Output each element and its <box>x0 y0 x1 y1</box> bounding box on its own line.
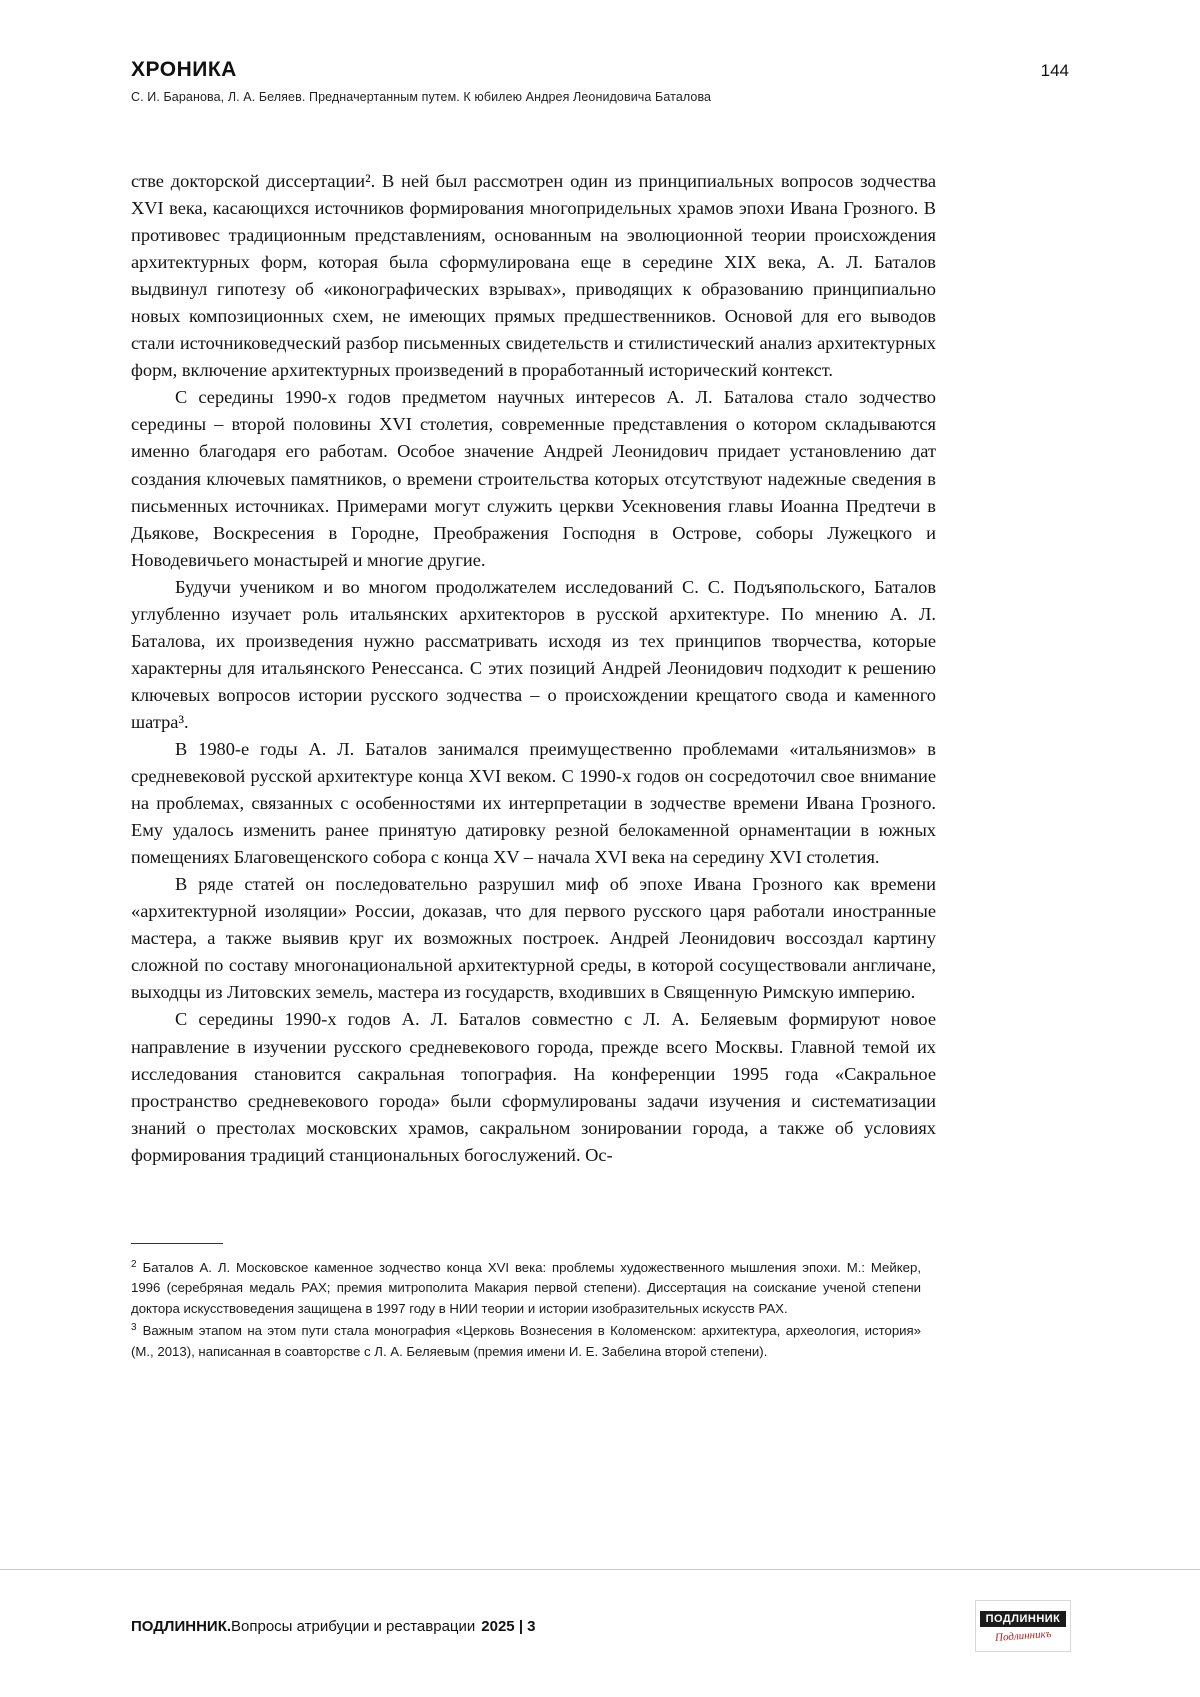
journal-logo <box>975 1600 1071 1652</box>
page-header <box>131 58 1069 104</box>
paragraph-5: В ряде статей он последовательно разрушил миф об эпохе Ивана Грозного как времени «архитектурной изоляции» России, доказав, что для первого русского царя работали иностранные мастера, а также выявив круг их возможных построек. Андрей Леонидович воссоздал картину сложной по составу многонациональной архитектурной среды, в которой сосуществовали англичане, выходцы из Литовских земель, мастера из государств, входивших в Священную Римскую империю. <box>131 874 936 1003</box>
footer-caption <box>131 1618 536 1635</box>
page-number: 144 <box>1040 61 1069 80</box>
footnote-marker: 3 <box>131 1321 137 1333</box>
logo-wordmark: ПОДЛИННИК <box>980 1611 1067 1627</box>
logo-signature: Подлинникъ <box>994 1627 1052 1644</box>
paragraph-4: В 1980-е годы А. Л. Баталов занимался преимущественно проблемами «итальянизмов» в средневековой русской архитектуре конца XVI веком. С 1990-х годов он сосредоточил свое внимание на проблемах, связанных с особенностями их интерпретации в зодчестве времени Ивана Грозного. Ему удалось изменить ранее принятую датировку резной белокаменной орнаментации в южных помещениях Благовещенского собора с конца XV – начала XVI века на середину XVI столетия. <box>131 738 936 868</box>
body-text <box>131 168 936 1169</box>
paragraph-2: С середины 1990-х годов предметом научных интересов А. Л. Баталова стало зодчество середины – второй половины XVI столетия, современные представления о котором складываются именно благодаря его работам. Особое значение Андрей Леонидович придает установлению дат создания ключевых памятников, о времени строительства которых отсутствуют надежные сведения в письменных источниках. Примерами могут служить церкви Усекновения главы Иоанна Предтечи в Дьякове, Воскресения в Городне, Преображения Господня в Острове, соборы Лужецкого и Новодевичьего монастырей и многие другие. <box>131 387 936 570</box>
journal-brand: ПОДЛИННИК. <box>131 1617 232 1635</box>
paragraph-6: С середины 1990-х годов А. Л. Баталов совместно с Л. А. Беляевым формируют новое направление в изучении русского средневекового города, прежде всего Москвы. Главной темой их исследования становится сакральная топография. На конференции 1995 года «Сакральное пространство средневекового города» были сформулированы задачи изучения и систематизации знаний о престолах московских храмов, сакральном зонировании города, а также об условиях формирования традиций станциональных богослужений. Ос- <box>131 1009 936 1165</box>
page-footer <box>131 1600 1071 1652</box>
footnote-separator <box>131 1243 223 1244</box>
footnote-2 <box>131 1258 921 1319</box>
journal-issue: 2025 | 3 <box>481 1617 536 1635</box>
footnote-3 <box>131 1321 921 1362</box>
section-title: ХРОНИКА <box>131 58 237 81</box>
paragraph-3: Будучи учеником и во многом продолжателем исследований С. С. Подъяпольского, Баталов углубленно изучает роль итальянских архитекторов в русской архитектуре. По мнению А. Л. Баталова, их произведения нужно рассматривать исходя из тех принципов творчества, которые характерны для итальянского Ренессанса. С этих позиций Андрей Леонидович подходит к решению ключевых вопросов истории русского зодчества – о происхождении крещатого свода и каменного шатра³. <box>131 576 936 732</box>
footnote-marker: 2 <box>131 1258 137 1270</box>
footer-divider <box>0 1569 1200 1570</box>
footnote-text: Баталов А. Л. Московское каменное зодчество конца XVI века: проблемы художественного мышления эпохи. М.: Мейкер, 1996 (серебряная медаль РАХ; премия митрополита Макария первой степени). Диссертация на соискание ученой степени доктора искусствоведения защищена в 1997 году в НИИ теории и истории изобразительных искусств РАХ. <box>131 1260 921 1316</box>
footnote-text: Важным этапом на этом пути стала монография «Церковь Вознесения в Коломенском: архитектура, археология, история» (М., 2013), написанная в соавторстве с Л. А. Беляевым (премия имени И. Е. Забелина второй степени). <box>131 1323 921 1359</box>
running-head-subtitle: С. И. Баранова, Л. А. Беляев. Предначертанным путем. К юбилею Андрея Леонидовича Баталова <box>131 90 712 104</box>
paragraph-1: стве докторской диссертации². В ней был рассмотрен один из принципиальных вопросов зодчества XVI века, касающихся источников формирования многопридельных храмов эпохи Ивана Грозного. В противовес традиционным представлениям, основанным на эволюционной теории происхождения архитектурных форм, которая была сформулирована еще в середине XIX века, А. Л. Баталов выдвинул гипотезу об «иконографических взрывах», приводящих к образованию принципиально новых композиционных схем, не имеющих прямых предшественников. Основой для его выводов стали источниковедческий разбор письменных свидетельств и стилистический анализ архитектурных форм, включение архитектурных произведений в проработанный исторический контекст. <box>131 171 936 381</box>
footnotes-block <box>131 1243 921 1364</box>
header-row <box>131 58 1069 82</box>
journal-tagline: Вопросы атрибуции и реставрации <box>231 1617 476 1635</box>
